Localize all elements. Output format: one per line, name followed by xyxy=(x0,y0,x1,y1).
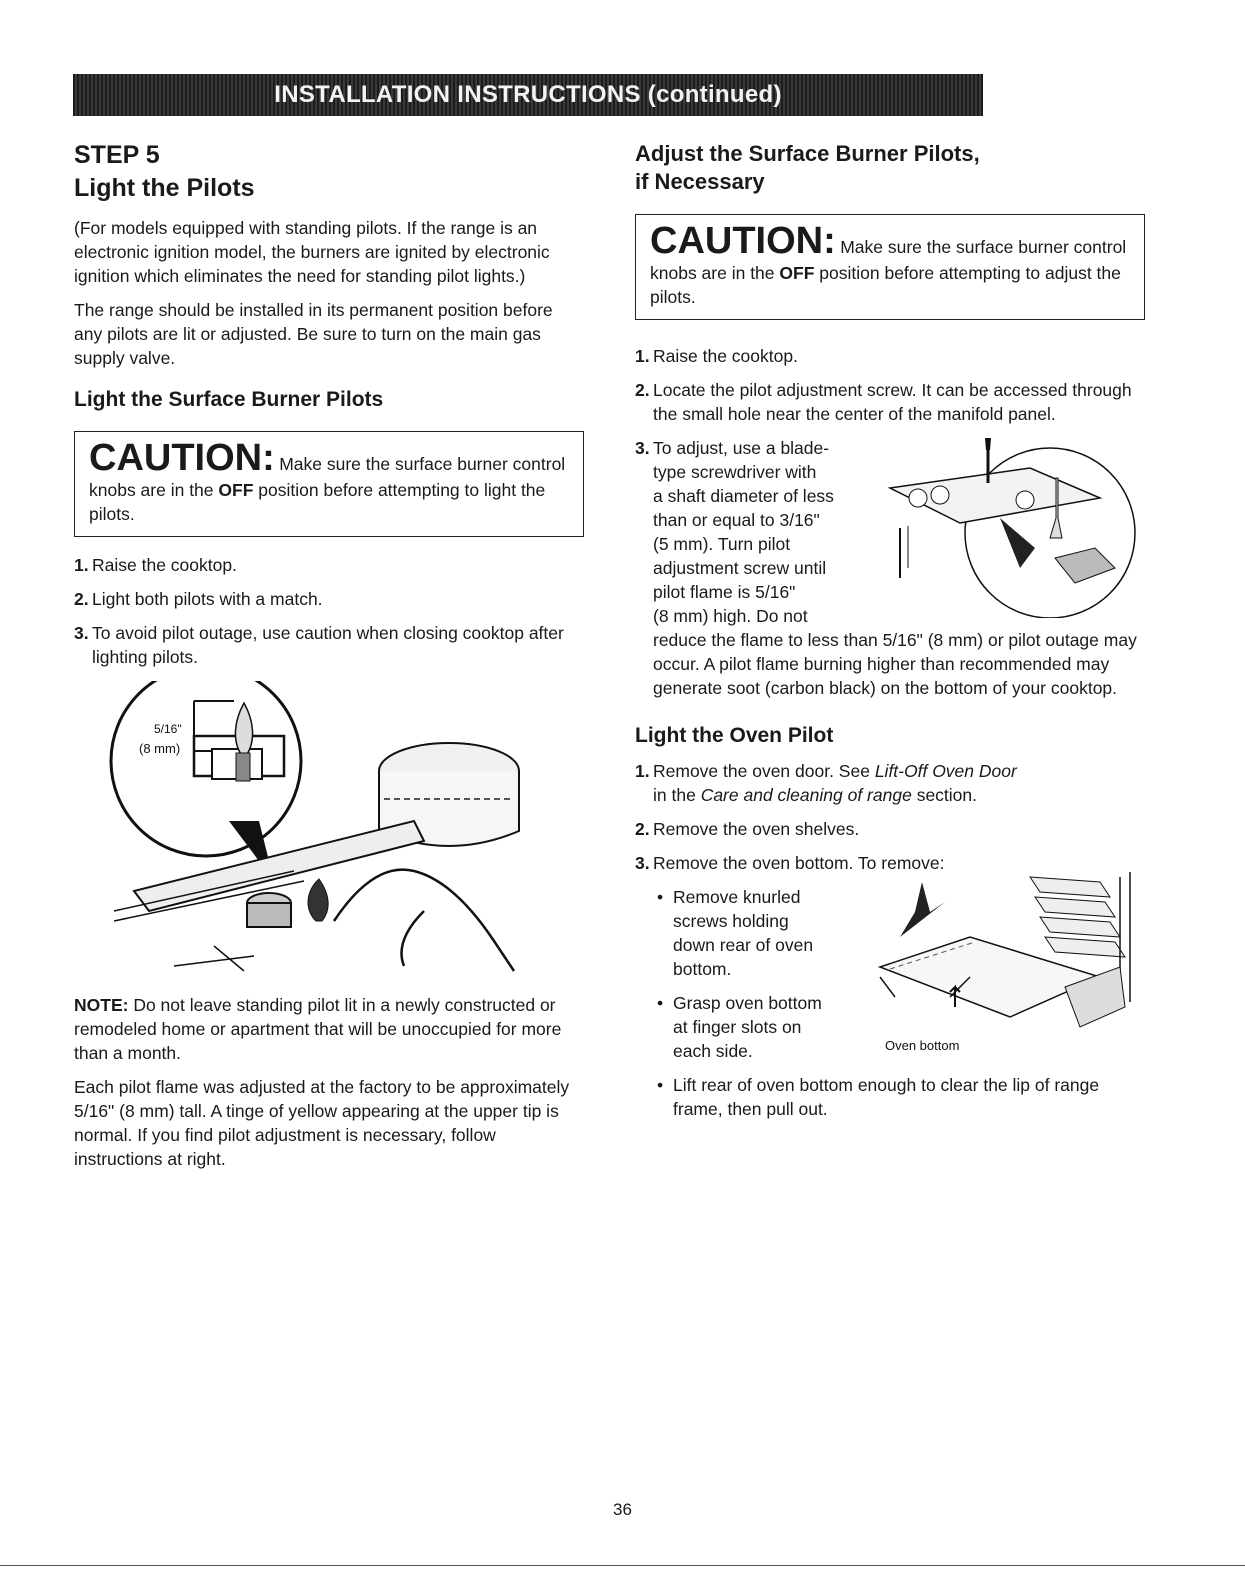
page-number: 36 xyxy=(613,1500,632,1519)
figure-label-fraction: 5/16" xyxy=(154,722,182,736)
caution-box-surface xyxy=(74,431,584,537)
intro-paragraph-1: (For models equipped with standing pilots. If the range is an electronic ignition model, the burners are ignited by electronic ignition which eliminates the need for standing pilot lights.) xyxy=(74,218,550,286)
note-paragraph: NOTE: Do not leave standing pilot lit in a newly constructed or remodeled home or apartment that will be unoccupied for more than a month. xyxy=(74,995,562,1063)
list-item: • Lift rear of oven bottom enough to clear the lip of range frame, then pull out. xyxy=(657,1075,1100,1119)
caution-word: CAUTION: xyxy=(89,437,275,479)
step-title: Light the Pilots xyxy=(74,174,255,202)
closing-paragraph: Each pilot flame was adjusted at the factory to be approximately 5/16" (8 mm) tall. A tinge of yellow appearing at the upper tip is normal. If you find pilot adjustment is necessary, follow instructions at right. xyxy=(74,1077,570,1169)
list-item: • Grasp oven bottom at finger slots on each side. xyxy=(657,993,822,1061)
oven-bottom-label: Oven bottom xyxy=(885,1038,960,1053)
oven-pilot-heading: Light the Oven Pilot xyxy=(635,724,834,747)
left-column xyxy=(74,140,584,1181)
pilot-adjustment-illustration xyxy=(880,428,1140,618)
ref-lift-off-oven-door: Lift-Off Oven Door xyxy=(874,761,1017,781)
page-title: INSTALLATION INSTRUCTIONS (continued) xyxy=(274,81,782,108)
oven-bottom-illustration xyxy=(850,857,1140,1057)
caution-box-adjust xyxy=(635,214,1145,320)
adjust-steps-list xyxy=(635,344,1145,700)
surface-pilot-heading: Light the Surface Burner Pilots xyxy=(74,388,384,411)
list-item: 1. Raise the cooktop. xyxy=(635,346,798,366)
pilot-lighting-illustration xyxy=(94,681,564,981)
note-label: NOTE: xyxy=(74,995,129,1015)
list-item: 3. To avoid pilot outage, use caution when closing cooktop after lighting pilots. xyxy=(74,623,564,667)
list-item: 2. Light both pilots with a match. xyxy=(74,589,323,609)
caution-text: Make sure the surface burner control knobs are in the OFF position before attempting to light the pilots. xyxy=(89,454,566,524)
list-item: 1. Remove the oven door. See Lift-Off Oven Door in the Care and cleaning of range section. xyxy=(635,761,1017,805)
list-item: 3. To adjust, use a blade- type screwdriver with a shaft diameter of less than or equal to 3/16" (5 mm). Turn pilot adjustment screw until pilot flame is 5/16" (8 mm) high. Do not reduce the flame to less than 5/16" (8 mm) or pilot outage may occur. A pilot flame burning higher than recommended may generate soot (carbon black) on the bottom of your cooktop. xyxy=(635,436,1145,700)
match-flame-icon xyxy=(308,879,328,921)
list-item: 3. Remove the oven bottom. To remove: xyxy=(635,853,945,873)
up-arrow-icon xyxy=(900,882,945,937)
list-item: 1. Raise the cooktop. xyxy=(74,555,237,575)
caution-word: CAUTION: xyxy=(650,220,836,262)
header-banner xyxy=(73,74,983,116)
ref-care-and-cleaning: Care and cleaning of range xyxy=(700,785,912,805)
caution-text: Make sure the surface burner control knobs are in the OFF position before attempting to adjust the pilots. xyxy=(650,237,1127,307)
step-label: STEP 5 xyxy=(74,141,160,169)
figure-label-mm: (8 mm) xyxy=(139,741,181,756)
list-item: 2. Remove the oven shelves. xyxy=(635,819,860,839)
adjust-heading-line-1: Adjust the Surface Burner Pilots, xyxy=(635,141,980,166)
bottom-rule xyxy=(0,1565,1245,1566)
magnifier-circle xyxy=(111,681,301,856)
adjust-heading-line-2: if Necessary xyxy=(635,169,765,194)
right-column xyxy=(635,140,1145,1131)
list-item: • Remove knurled screws holding down rear of oven bottom. xyxy=(657,887,814,979)
intro-paragraph-2: The range should be installed in its permanent position before any pilots are lit or adjusted. Be sure to turn on the main gas supply valve. xyxy=(74,300,553,368)
list-item: 2. Locate the pilot adjustment screw. It can be accessed through the small hole near the center of the manifold panel. xyxy=(635,380,1132,424)
oven-bottom-section xyxy=(635,885,1145,1121)
hand-icon xyxy=(334,870,514,971)
surface-steps-list xyxy=(74,553,584,669)
